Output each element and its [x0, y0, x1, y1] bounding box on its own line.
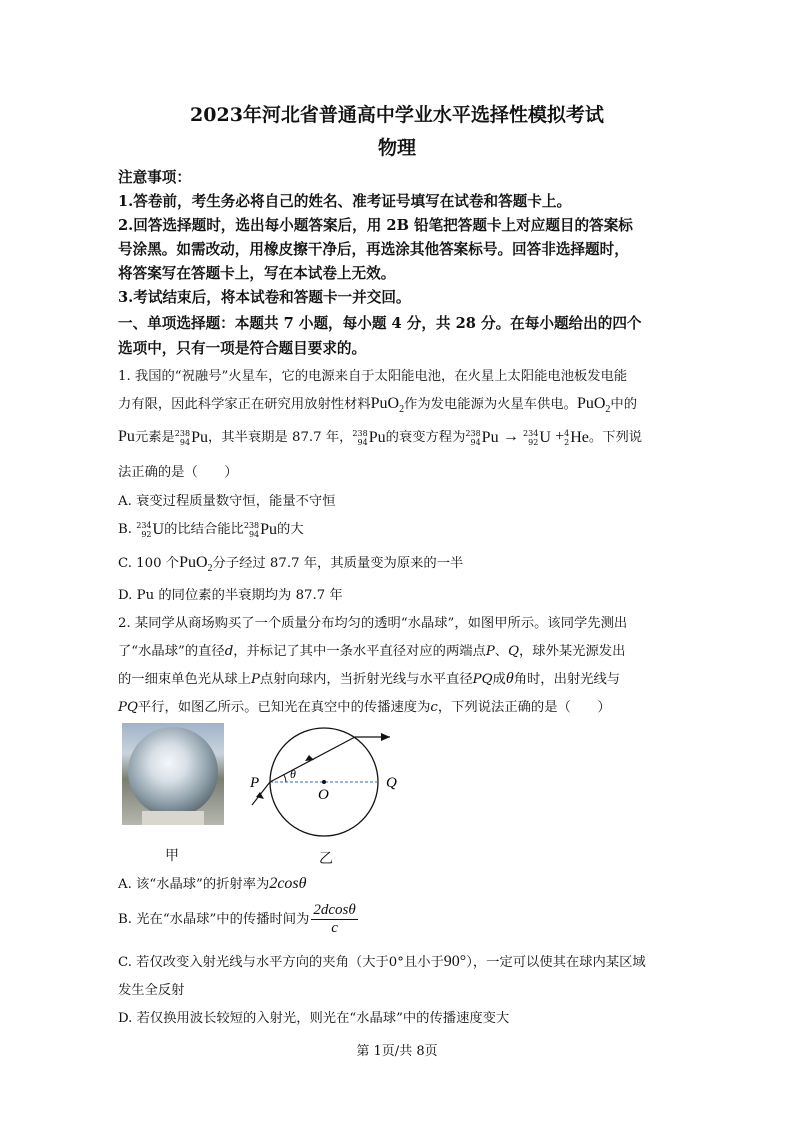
q1-option-d: D. Pu 的同位素的半衰期均为 87.7 年 [118, 588, 343, 603]
nuclide-u234: 234 92 U [136, 520, 165, 539]
section-heading-2: 选项中，只有一项是符合题目要求的。 [118, 340, 367, 357]
exam-title: 2023年河北省普通高中学业水平选择性模拟考试 [190, 104, 604, 126]
q2-option-b: B. 光在“水晶球”中的传播时间为 $\frac{2dcos\theta}{c}$ [118, 902, 356, 936]
q1-option-c: C. 100 个PuO$_2$分子经过 87.7 年，其质量变为原来的一半 [118, 554, 464, 575]
q1-text: 力有限，因此科学家正在研究用放射性材料 [118, 397, 371, 412]
note-2a: 2.回答选择题时，选出每小题答案后，用 2B 铅笔把答题卡上对应题目的答案标 [118, 217, 633, 234]
figure-label-yi: 乙 [319, 851, 333, 867]
nuclide-pu238: 238 94 Pu [243, 520, 278, 539]
note-3: 3.考试结束后，将本试卷和答题卡一并交回。 [118, 289, 411, 306]
q1-text: 作为发电能源为火星车供电。 [404, 397, 577, 412]
optics-diagram [240, 715, 400, 855]
subject-title: 物理 [377, 137, 416, 159]
nuclide-pu238: 238 94 Pu [174, 428, 208, 447]
q1-text: ，其半衰期是 87.7 年， [207, 430, 353, 445]
q1-option-a: A. 衰变过程质量数守恒，能量不守恒 [118, 494, 336, 509]
symbol-pu: Pu [118, 428, 135, 445]
q1-text: 元素是 [134, 430, 175, 445]
note-1: 1.答卷前，考生务必将自己的姓名、准考证号填写在试卷和答题卡上。 [118, 193, 572, 210]
q1-line-4: 法正确的是（ ） [118, 465, 238, 480]
label-p: P [250, 775, 260, 791]
note-2c: 将答案写在答题卡上，写在本试卷上无效。 [118, 265, 396, 282]
q1-line-3 [118, 426, 676, 447]
q2-line-4: PQ平行，如图乙所示。已知光在真空中的传播速度为c，下列说法正确的是（ ） [118, 700, 611, 715]
section-heading-1: 一、单项选择题：本题共 7 小题，每小题 4 分，共 28 分。在每小题给出的四个 [118, 315, 642, 332]
crystal-ball-photo [122, 723, 224, 825]
q1-line-2 [118, 393, 676, 415]
q2-line-3: 的一细束单色光从球上P点射向球内，当折射光线与水平直径PQ成θ角时，出射光线与 [118, 670, 621, 687]
page-footer: 第 1页/共 8页 [356, 1044, 438, 1059]
q1-text: 。下列说 [588, 430, 643, 445]
label-theta: θ [290, 767, 296, 781]
decay-equation: 238 94 Pu → 234 92 U + 4 2 He [465, 428, 589, 447]
center-point [322, 780, 326, 784]
q2-option-d: D. 若仅换用波长较短的入射光，则光在“水晶球”中的传播速度变大 [118, 1011, 510, 1026]
note-2b: 号涂黑。如需改动，用橡皮擦干净后，再选涂其他答案标号。回答非选择题时， [118, 241, 629, 258]
formula-puo2: PuO$_2$ [576, 395, 611, 416]
label-o: O [318, 787, 329, 803]
q2-option-a: A. 该“水晶球”的折射率为2cosθ [118, 875, 307, 892]
label-q: Q [386, 775, 397, 791]
refracted-arrow [305, 755, 314, 761]
figure-label-jia: 甲 [165, 848, 179, 864]
q1-option-b: B. 234 92 U 的比结合能比 238 94 Pu 的大 [118, 520, 304, 539]
q1-line-1: 1. 我国的“祝融号”火星车，它的电源来自于太阳能电池，在火星上太阳能电池板发电能 [118, 369, 628, 384]
nuclide-pu238: 238 94 Pu [352, 428, 386, 447]
exit-arrow [381, 733, 390, 741]
q1-text: 的衰变方程为 [385, 430, 466, 445]
notes-heading: 注意事项： [118, 169, 191, 186]
angle-arc [284, 775, 286, 782]
q1-text: 中的 [610, 397, 637, 412]
q2-option-c-1: C. 若仅改变入射光线与水平方向的夹角（大于0°且小于90°），一定可以使其在球内某区域 [118, 953, 646, 970]
q2-option-c-2: 发生全反射 [118, 983, 185, 998]
q2-line-2: 了“水晶球”的直径d，并标记了其中一条水平直径对应的两端点P、Q，球外某光源发出 [118, 644, 626, 659]
formula-puo2: PuO$_2$ [370, 395, 405, 416]
formula-puo2: PuO$_2$ [179, 554, 213, 575]
q2-line-1: 2. 某同学从商场购买了一个质量分布均匀的透明“水晶球”，如图甲所示。该同学先测出 [118, 616, 628, 631]
fraction: $\frac{2dcos\theta}{c}$ [313, 902, 356, 936]
